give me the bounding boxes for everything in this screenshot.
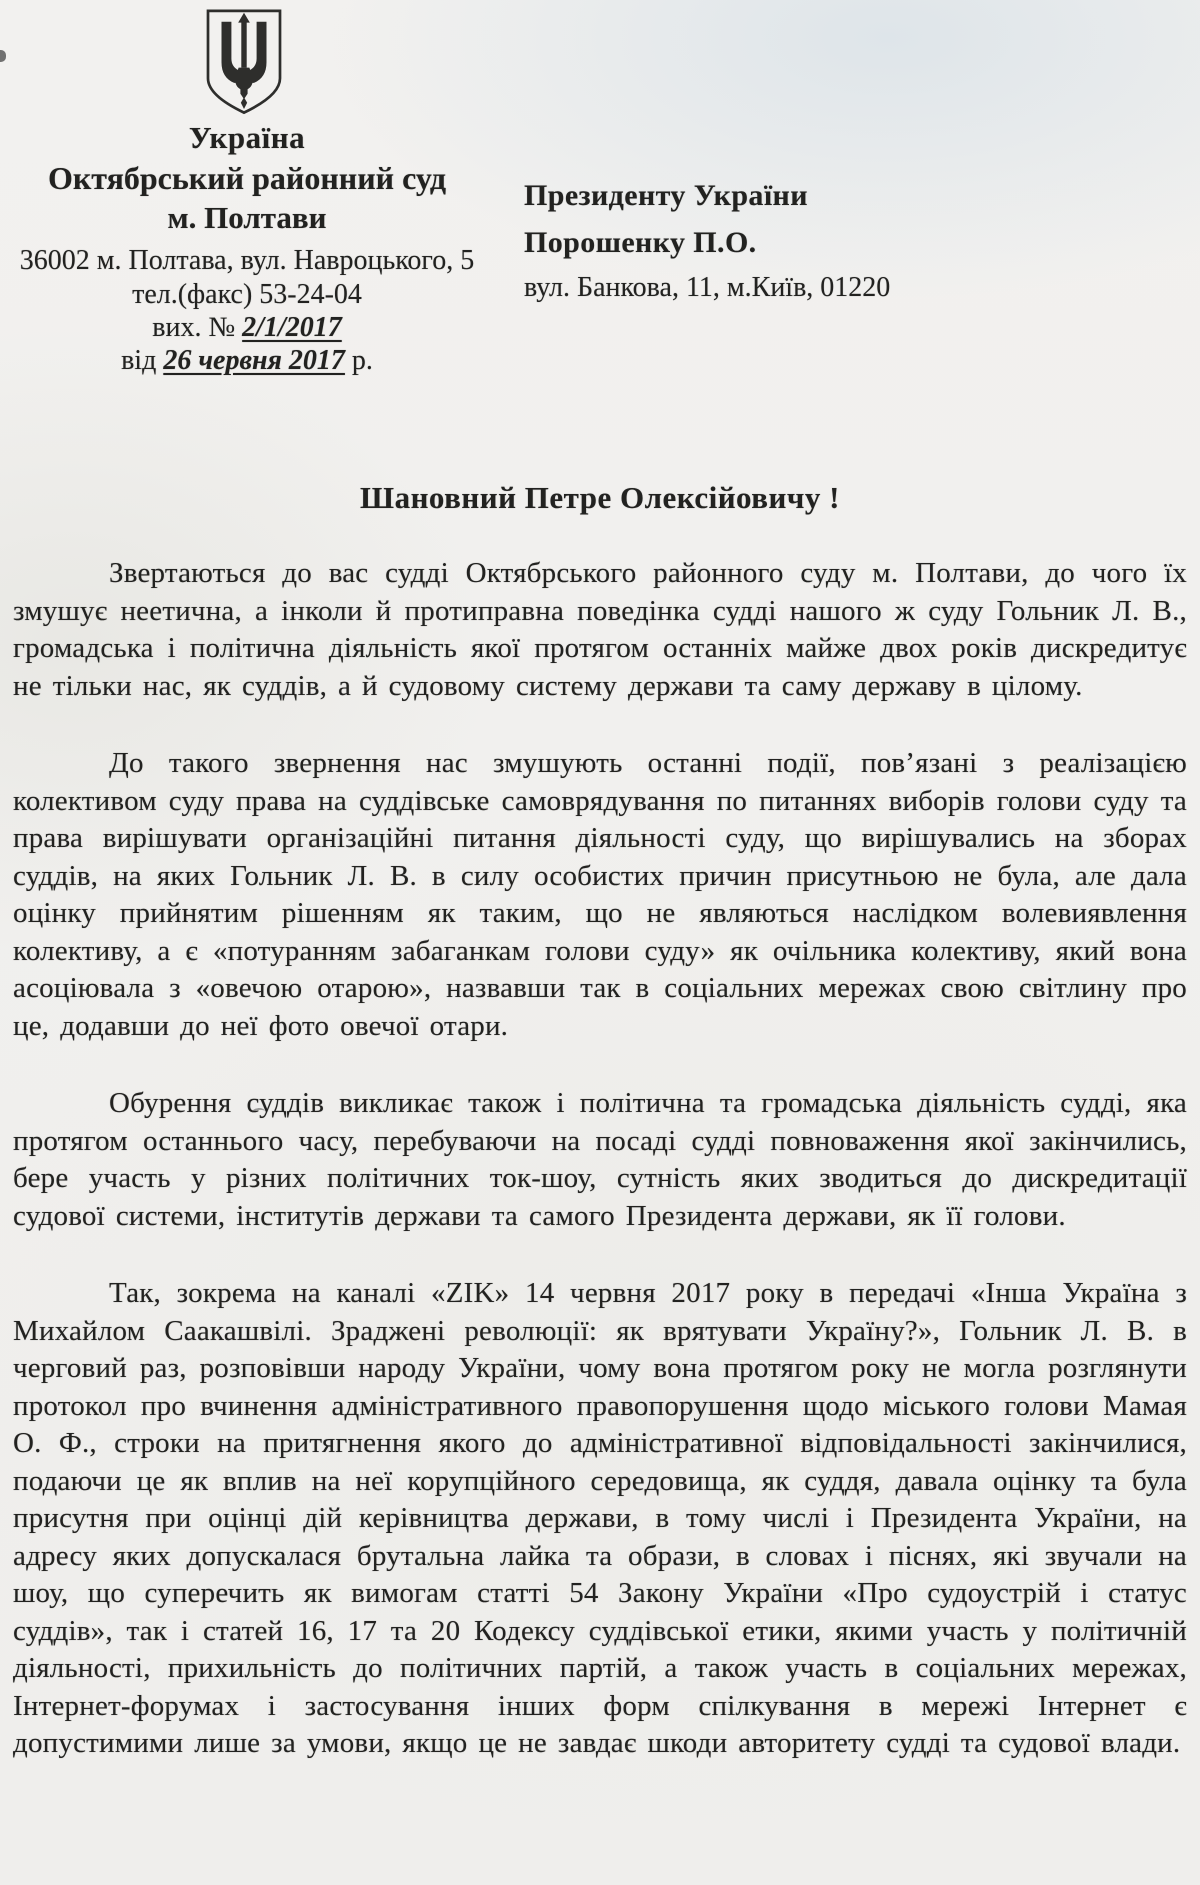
- sender-country: Україна: [188, 120, 306, 155]
- sender-block: [6, 118, 488, 378]
- recipient-address: вул. Банкова, 11, м.Київ, 01220: [524, 272, 891, 303]
- letter-body: [13, 555, 1187, 1803]
- letter-date-line: [6, 344, 488, 378]
- paragraph-3: Обурення суддів викликає також і політична та громадська діяльність судді, яка протягом останнього часу, перебуваючи на посаді судді повноваження якої закінчились, бере участь у різних політичних ток-шоу, сутність яких зводиться до дискредитації судової системи, інститутів держави та самого Президента держави, як її голови.: [13, 1087, 1187, 1232]
- letter-date-label: від: [121, 345, 157, 376]
- recipient-title: Президенту України: [524, 179, 808, 212]
- outgoing-number-line: [6, 311, 488, 344]
- ukraine-trident-icon: [199, 6, 289, 122]
- paragraph-1: Звертаються до вас судді Октябрського районного суду м. Полтави, до чого їх змушує неетична, а інколи й протиправна поведінка судді нашого ж суду Гольник Л. В., громадська і політична діяльність якої протягом останніх майже двох років дискредитує не тільки нас, як суддів, а й судовому систему держави та саму державу в цілому.: [13, 557, 1187, 702]
- sender-phone: тел.(факс) 53-24-04: [132, 279, 362, 310]
- recipient-name: Порошенку П.О.: [524, 226, 757, 259]
- sender-city: м. Полтави: [167, 200, 327, 235]
- scan-artifact: [0, 50, 6, 62]
- sender-address: 36002 м. Полтава, вул. Навроцького, 5: [19, 245, 475, 276]
- outgoing-number-label: вих. №: [152, 312, 236, 343]
- paragraph-4: Так, зокрема на каналі «ZIK» 14 червня 2017 року в передачі «Інша Україна з Михайлом Саакашвілі. Зраджені революції: як врятувати Україну?», Гольник Л. В. в черговий раз, розповівши народу України, чому вона протягом року не могла розглянути протокол про вчинення адміністративного правопорушення щодо міського голови Мамая О. Ф., строки на притягнення якого до адміністративної відповідальності закінчилися, подаючи це як вплив на неї корупційного середовища, як суддя, давала оцінку та була присутня при оцінці дій керівництва держави, в тому числі і Президента України, на адресу яких допускалася брутальна лайка та образи, в словах і піснях, які звучали на шоу, що суперечить як вимогам статті 54 Закону України «Про судоустрій і статус суддів», так і статей 16, 17 та 20 Кодексу суддівської етики, якими участь у політичній діяльності, прихильність до політичних партій, а також участь в соціальних мережах, Інтернет-форумах і застосування інших форм спілкування в мережі Інтернет є допустимими лише за умови, якщо це не завдає шкоди авторитету судді та судової влади.: [13, 1277, 1187, 1759]
- letter-date-suffix: р.: [351, 345, 373, 376]
- outgoing-number-value: 2/1/2017: [242, 312, 342, 343]
- salutation: Шановний Петре Олексійовичу !: [360, 480, 840, 515]
- recipient-block: [524, 172, 890, 310]
- sender-court-name: Октябрський районний суд: [47, 160, 447, 196]
- letter-date-value: 26 червня 2017: [163, 345, 345, 376]
- paragraph-2: До такого звернення нас змушують останні події, пов’язані з реалізацією колективом суду права на суддівське самоврядування по питаннях виборів голови суду та права вирішувати організаційні питання діяльності суду, що вирішувались на зборах суддів, на яких Гольник Л. В. в силу особистих причин присутньою не була, але дала оцінку прийнятим рішенням як таким, що не являються наслідком волевиявлення колективу, а є «потуранням забаганкам голови суду» як очільника колективу, який вона асоціювала з «овечою отарою», назвавши так в соціальних мережах свою світлину про це, додавши до неї фото овечої отари.: [13, 747, 1187, 1042]
